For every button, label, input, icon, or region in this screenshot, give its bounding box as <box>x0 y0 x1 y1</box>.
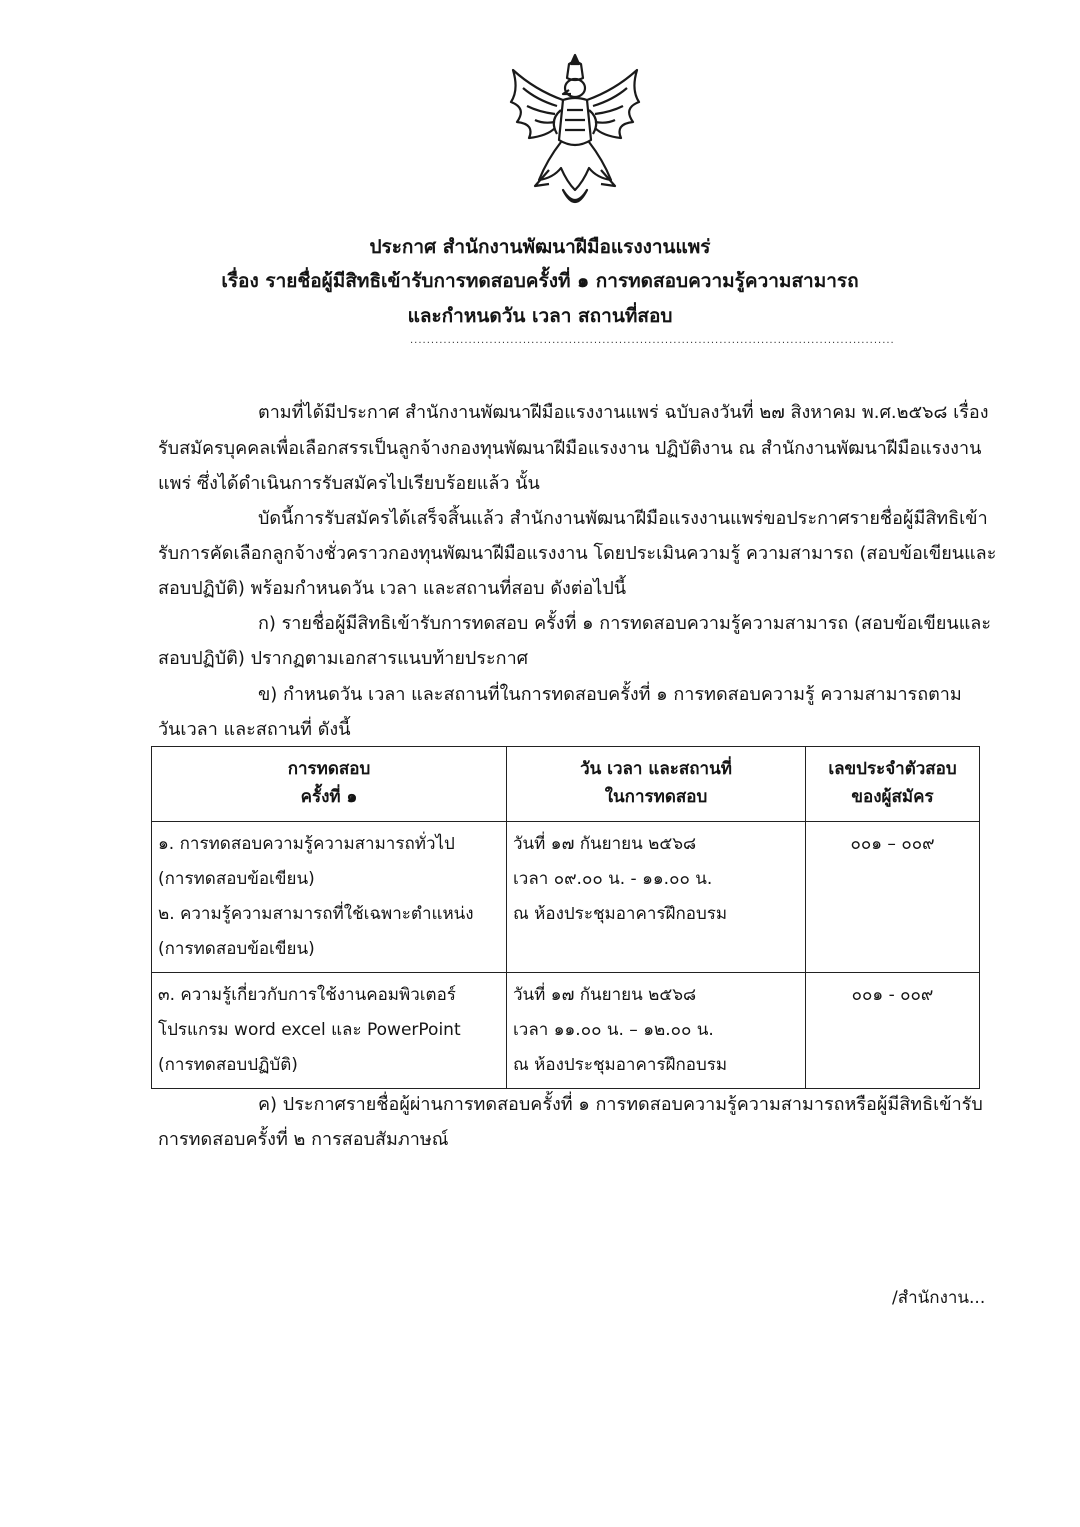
divider-dots: .................................................................................................................... <box>410 335 895 346</box>
paragraph-4-line: วันเวลา และสถานที่ ดังนี้ <box>158 719 351 740</box>
paragraph-1-line: ตามที่ได้มีประกาศ สำนักงานพัฒนาฝีมือแรงงานแพร่ ฉบับลงวันที่ ๒๗ สิงหาคม พ.ศ.๒๕๖๘ เรื่อง <box>258 402 989 423</box>
paragraph-1-line: รับสมัครบุคคลเพื่อเลือกสรรเป็นลูกจ้างกองทุนพัฒนาฝีมือแรงงาน ปฏิบัติงาน ณ สำนักงานพัฒนาฝีมือแรงงาน <box>158 438 982 459</box>
exam-cell: ๑. การทดสอบความรู้ความสามารถทั่วไป (การทดสอบข้อเขียน) ๒. ความรู้ความสามารถที่ใช้เฉพาะตำแหน่ง (การทดสอบข้อเขียน) <box>152 822 507 973</box>
paragraph-4-line: ข) กำหนดวัน เวลา และสถานที่ในการทดสอบครั้งที่ ๑ การทดสอบความรู้ ความสามารถตาม <box>258 684 962 705</box>
column-header-exam: การทดสอบ ครั้งที่ ๑ <box>152 747 507 822</box>
table-row <box>152 822 980 973</box>
ids-cell: ๐๐๑ - ๐๐๙ <box>806 973 980 1089</box>
announcement-subject: เรื่อง รายชื่อผู้มีสิทธิเข้ารับการทดสอบครั้งที่ ๑ การทดสอบความรู้ความสามารถ <box>221 270 859 292</box>
paragraph-1-line: แพร่ ซึ่งได้ดำเนินการรับสมัครไปเรียบร้อยแล้ว นั้น <box>158 473 540 494</box>
paragraph-2-line: สอบปฏิบัติ) พร้อมกำหนดวัน เวลา และสถานที่สอบ ดังต่อไปนี้ <box>158 578 627 599</box>
exam-cell: ๓. ความรู้เกี่ยวกับการใช้งานคอมพิวเตอร์ โปรแกรม word excel และ PowerPoint (การทดสอบปฏิบัติ) <box>152 973 507 1089</box>
paragraph-5-line: ค) ประกาศรายชื่อผู้ผ่านการทดสอบครั้งที่ ๑ การทดสอบความรู้ความสามารถหรือผู้มีสิทธิเข้ารับ <box>258 1094 983 1115</box>
announcement-title: ประกาศ สำนักงานพัฒนาฝีมือแรงงานแพร่ <box>369 236 711 258</box>
paragraph-5-line: การทดสอบครั้งที่ ๒ การสอบสัมภาษณ์ <box>158 1129 449 1150</box>
column-header-schedule: วัน เวลา และสถานที่ ในการทดสอบ <box>507 747 806 822</box>
paragraph-3-line: ก) รายชื่อผู้มีสิทธิเข้ารับการทดสอบ ครั้งที่ ๑ การทดสอบความรู้ความสามารถ (สอบข้อเขียนและ <box>258 613 991 634</box>
column-header-ids: เลขประจำตัวสอบ ของผู้สมัคร <box>806 747 980 822</box>
paragraph-2-line: รับการคัดเลือกลูกจ้างชั่วคราวกองทุนพัฒนาฝีมือแรงงาน โดยประเมินความรู้ ความสามารถ (สอบข้อเขียนและ <box>158 543 997 564</box>
schedule-cell: วันที่ ๑๗ กันยายน ๒๕๖๘ เวลา ๑๑.๐๐ น. – ๑๒.๐๐ น. ณ ห้องประชุมอาคารฝึกอบรม <box>507 973 806 1089</box>
paragraph-3-line: สอบปฏิบัติ) ปรากฏตามเอกสารแนบท้ายประกาศ <box>158 648 529 669</box>
garuda-emblem-icon <box>505 50 645 215</box>
exam-schedule-table <box>151 746 980 1089</box>
table-header-row <box>152 747 980 822</box>
paragraph-2-line: บัดนี้การรับสมัครได้เสร็จสิ้นแล้ว สำนักงานพัฒนาฝีมือแรงงานแพร่ขอประกาศรายชื่อผู้มีสิทธิเข้า <box>258 508 988 529</box>
ids-cell: ๐๐๑ – ๐๐๙ <box>806 822 980 973</box>
announcement-subject-cont: และกำหนดวัน เวลา สถานที่สอบ <box>407 305 673 327</box>
table-row <box>152 973 980 1089</box>
schedule-cell: วันที่ ๑๗ กันยายน ๒๕๖๘ เวลา ๐๙.๐๐ น. - ๑๑.๐๐ น. ณ ห้องประชุมอาคารฝึกอบรม <box>507 822 806 973</box>
continued-marker: /สำนักงาน... <box>892 1288 986 1308</box>
